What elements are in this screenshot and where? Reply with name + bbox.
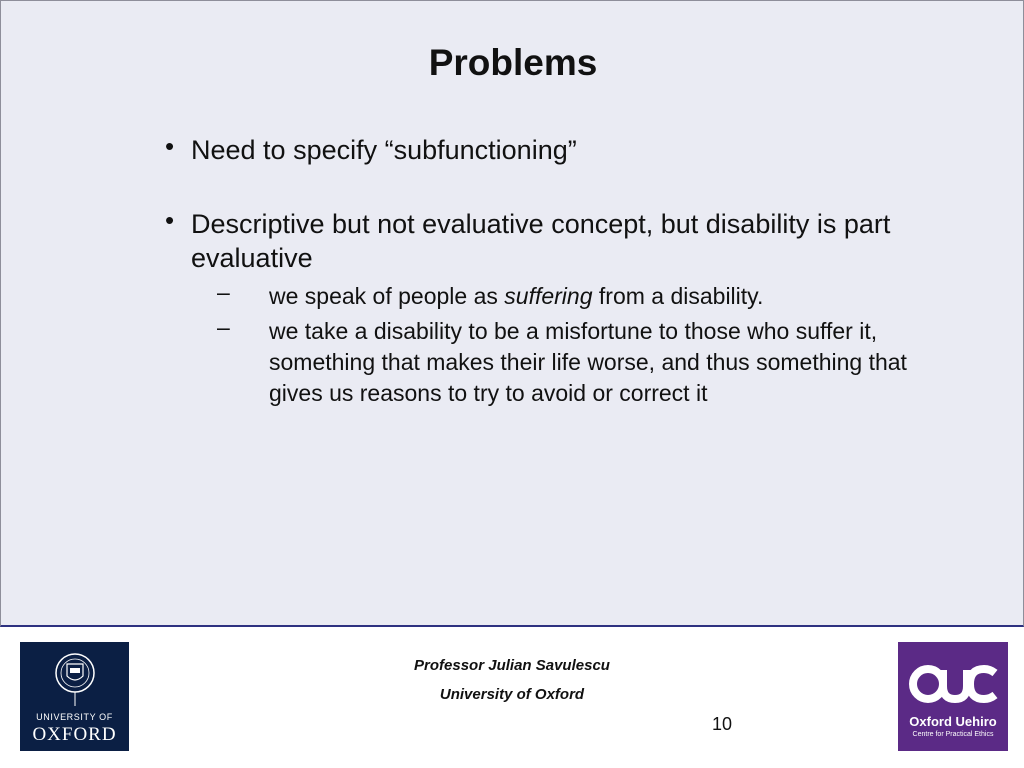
oxford-uehiro-logo <box>898 642 1008 751</box>
bullet-item <box>165 207 965 409</box>
emphasis-text: suffering <box>504 283 593 309</box>
sub-bullet-text-start: we speak of people as <box>269 283 505 309</box>
footer-author: Professor Julian Savulescu <box>414 657 610 674</box>
bullet-text: Descriptive but not evaluative concept, but disability is part evaluative <box>191 209 891 273</box>
sub-bullet-item <box>217 281 965 312</box>
uehiro-logo-name: Oxford Uehiro <box>909 714 997 729</box>
sub-bullet-text: we take a disability to be a misfortune to those who suffer it, something that makes their life worse, and thus something that gives us reasons to try to avoid or correct it <box>269 318 907 406</box>
oxford-logo-line1: UNIVERSITY OF <box>36 712 113 722</box>
bullet-icon: • <box>165 205 175 235</box>
oxford-logo-line2: OXFORD <box>32 724 117 745</box>
sub-bullet-text-end: from a disability. <box>592 283 764 309</box>
dash-icon: – <box>217 279 230 305</box>
sub-bullet-list <box>191 281 965 409</box>
dash-icon: – <box>217 314 230 340</box>
page-number: 10 <box>711 714 733 734</box>
bullet-list <box>165 133 965 409</box>
bullet-text: Need to specify “subfunctioning” <box>191 135 577 165</box>
bullet-item <box>165 133 965 167</box>
bullet-icon: • <box>165 131 175 161</box>
ouc-mark-icon <box>906 664 1000 710</box>
slide-title: Problems <box>428 42 598 83</box>
uehiro-logo-tagline: Centre for Practical Ethics <box>912 731 994 738</box>
sub-bullet-item <box>217 316 965 409</box>
footer-institution: University of Oxford <box>439 686 585 703</box>
